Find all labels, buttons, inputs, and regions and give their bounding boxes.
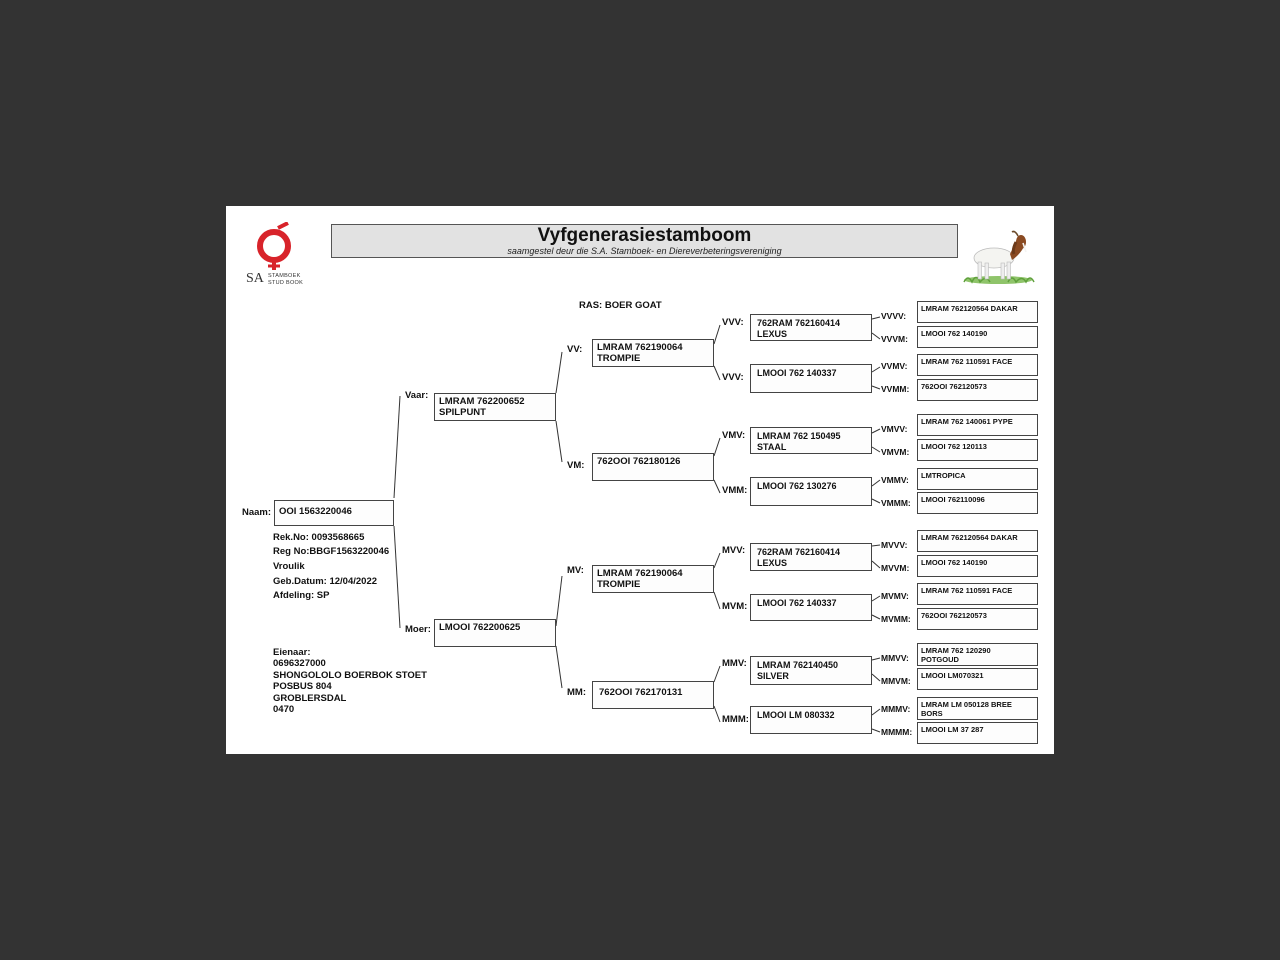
sire-line-1: LMRAM 762200652 <box>439 396 525 407</box>
page-subtitle: saamgestel deur die S.A. Stamboek- en Diereverbeteringsvereniging <box>507 246 782 256</box>
mvvm-label: MVVM: <box>881 563 910 573</box>
vmmv-label: VMMV: <box>881 475 909 485</box>
vvvm-box <box>917 326 1038 348</box>
registration-number: Rek.No: 0093568665 <box>273 532 365 543</box>
vv-label: VV: <box>567 344 583 355</box>
vvv-box <box>750 314 872 341</box>
page-title: Vyfgenerasiestamboom <box>537 225 752 246</box>
department: Afdeling: SP <box>273 590 330 601</box>
vv-line-1: LMRAM 762190064 <box>597 342 683 353</box>
mmmm-box <box>917 722 1038 744</box>
mmvv-box <box>917 643 1038 666</box>
mmvm-box <box>917 668 1038 690</box>
mmvv-line-2: POTGOUD <box>921 655 959 664</box>
vmvv-line-1: LMRAM 762 140061 PYPE <box>921 417 1013 426</box>
mv-line-2: TROMPIE <box>597 579 641 590</box>
mmvv-label: MMVV: <box>881 653 909 663</box>
vvm-box <box>750 364 872 393</box>
vmv-label: VMV: <box>722 430 746 441</box>
vmmv-box <box>917 468 1038 490</box>
mvmm-line-1: 762OOI 762120573 <box>921 611 987 620</box>
owner-name: SHONGOLOLO BOERBOK STOET <box>273 670 427 681</box>
vmv-box <box>750 427 872 454</box>
mvm-label: MVM: <box>722 601 748 612</box>
vmvm-line-1: LMOOI 762 120113 <box>921 442 987 451</box>
mvm-box <box>750 594 872 621</box>
vmmv-line-1: LMTROPICA <box>921 471 966 480</box>
owner-label: Eienaar: <box>273 647 311 658</box>
vvvv-label: VVVV: <box>881 311 907 321</box>
vvmm-label: VVMM: <box>881 384 910 394</box>
mmv-box <box>750 656 872 685</box>
mmvv-line-1: LMRAM 762 120290 <box>921 646 991 655</box>
mvmv-label: MVMV: <box>881 591 909 601</box>
mv-box <box>592 565 714 593</box>
mvvv-line-1: LMRAM 762120564 DAKAR <box>921 533 1018 542</box>
vm-line-1: 762OOI 762180126 <box>597 456 681 467</box>
sex: Vroulik <box>273 561 305 572</box>
vmmm-label: VMMM: <box>881 498 911 508</box>
mmmm-line-1: LMOOI LM 37 287 <box>921 725 984 734</box>
vmm-label: VMM: <box>722 485 748 496</box>
mmmv-line-1: LMRAM LM 050128 BREE <box>921 700 1012 709</box>
mv-label: MV: <box>567 565 584 576</box>
mvmv-box <box>917 583 1038 605</box>
vvv-line-1: 762RAM 762160414 <box>757 318 841 328</box>
mmv-line-2: SILVER <box>757 671 789 681</box>
mvv-box <box>750 543 872 571</box>
birth-date: Geb.Datum: 12/04/2022 <box>273 576 378 587</box>
dam-label: Moer: <box>405 624 431 635</box>
vv-line-2: TROMPIE <box>597 353 641 364</box>
vvm-label: VVV: <box>722 372 744 383</box>
vvmv-line-1: LMRAM 762 110591 FACE <box>921 357 1013 366</box>
vvvv-box <box>917 301 1038 323</box>
name-label: Naam: <box>242 507 272 518</box>
vvvm-line-1: LMOOI 762 140190 <box>921 329 988 338</box>
mvv-label: MVV: <box>722 545 746 556</box>
mv-line-1: LMRAM 762190064 <box>597 568 683 579</box>
mmv-line-1: LMRAM 762140450 <box>757 660 839 670</box>
mvvv-box <box>917 530 1038 552</box>
sire-line-2: SPILPUNT <box>439 407 486 418</box>
vvmv-box <box>917 354 1038 376</box>
vvvv-line-1: LMRAM 762120564 DAKAR <box>921 304 1018 313</box>
vv-box <box>592 339 714 367</box>
reg-number: Reg No:BBGF1563220046 <box>273 546 390 557</box>
mmm-line-1: LMOOI LM 080332 <box>757 710 835 720</box>
owner-postcode: 0470 <box>273 704 295 715</box>
vmvm-box <box>917 439 1038 461</box>
mmvm-line-1: LMOOI LM070321 <box>921 671 984 680</box>
mmm-box <box>750 706 872 734</box>
vmmm-line-1: LMOOI 762110096 <box>921 495 985 504</box>
pedigree-document <box>226 206 1054 754</box>
mmm-label: MMM: <box>722 714 749 725</box>
mvmm-label: MVMM: <box>881 614 911 624</box>
mvvm-box <box>917 555 1038 577</box>
vvv-label: VVV: <box>722 317 744 328</box>
mvv-line-1: 762RAM 762160414 <box>757 547 841 557</box>
vmvv-label: VMVV: <box>881 424 908 434</box>
vvmv-label: VVMV: <box>881 361 908 371</box>
vvmm-line-1: 762OOI 762120573 <box>921 382 987 391</box>
mvmv-line-1: LMRAM 762 110591 FACE <box>921 586 1013 595</box>
logo-studbook-text: STUD BOOK <box>268 280 304 286</box>
mvvm-line-1: LMOOI 762 140190 <box>921 558 988 567</box>
mvvv-label: MVVV: <box>881 540 908 550</box>
vvmm-box <box>917 379 1038 401</box>
sire-box <box>434 393 556 421</box>
sire-label: Vaar: <box>405 390 429 401</box>
mmmm-label: MMMM: <box>881 727 913 737</box>
vvm-line-1: LMOOI 762 140337 <box>757 368 837 378</box>
vmm-line-1: LMOOI 762 130276 <box>757 481 837 491</box>
mvm-line-1: LMOOI 762 140337 <box>757 598 837 608</box>
vvvm-label: VVVM: <box>881 334 908 344</box>
vmv-line-1: LMRAM 762 150495 <box>757 431 841 441</box>
vm-box <box>592 453 714 481</box>
dam-line-1: LMOOI 762200625 <box>439 622 521 633</box>
vmvm-label: VMVM: <box>881 447 910 457</box>
mvv-line-2: LEXUS <box>757 558 788 568</box>
mm-box <box>592 681 714 709</box>
owner-number: 0696327000 <box>273 658 326 669</box>
mmmv-box <box>917 697 1038 720</box>
mm-label: MM: <box>567 687 586 698</box>
logo-stamboek-text: STAMBOEK <box>268 273 301 279</box>
owner-address-2: GROBLERSDAL <box>273 693 347 704</box>
mmmv-label: MMMV: <box>881 704 911 714</box>
vmmm-box <box>917 492 1038 514</box>
vmm-box <box>750 477 872 506</box>
vm-label: VM: <box>567 460 585 471</box>
owner-address-1: POSBUS 804 <box>273 681 332 692</box>
mm-line-1: 762OOI 762170131 <box>599 687 683 698</box>
vvv-line-2: LEXUS <box>757 329 788 339</box>
dam-box <box>434 619 556 647</box>
breed-label: RAS: BOER GOAT <box>579 300 662 311</box>
logo-sa-text: SA <box>246 271 264 286</box>
animal-name: OOI 1563220046 <box>279 506 352 517</box>
mmmv-line-2: BORS <box>921 709 943 718</box>
animal-name-box <box>274 500 394 526</box>
mmv-label: MMV: <box>722 658 747 669</box>
mvmm-box <box>917 608 1038 630</box>
vmv-line-2: STAAL <box>757 442 787 452</box>
vmvv-box <box>917 414 1038 436</box>
mmvm-label: MMVM: <box>881 676 911 686</box>
